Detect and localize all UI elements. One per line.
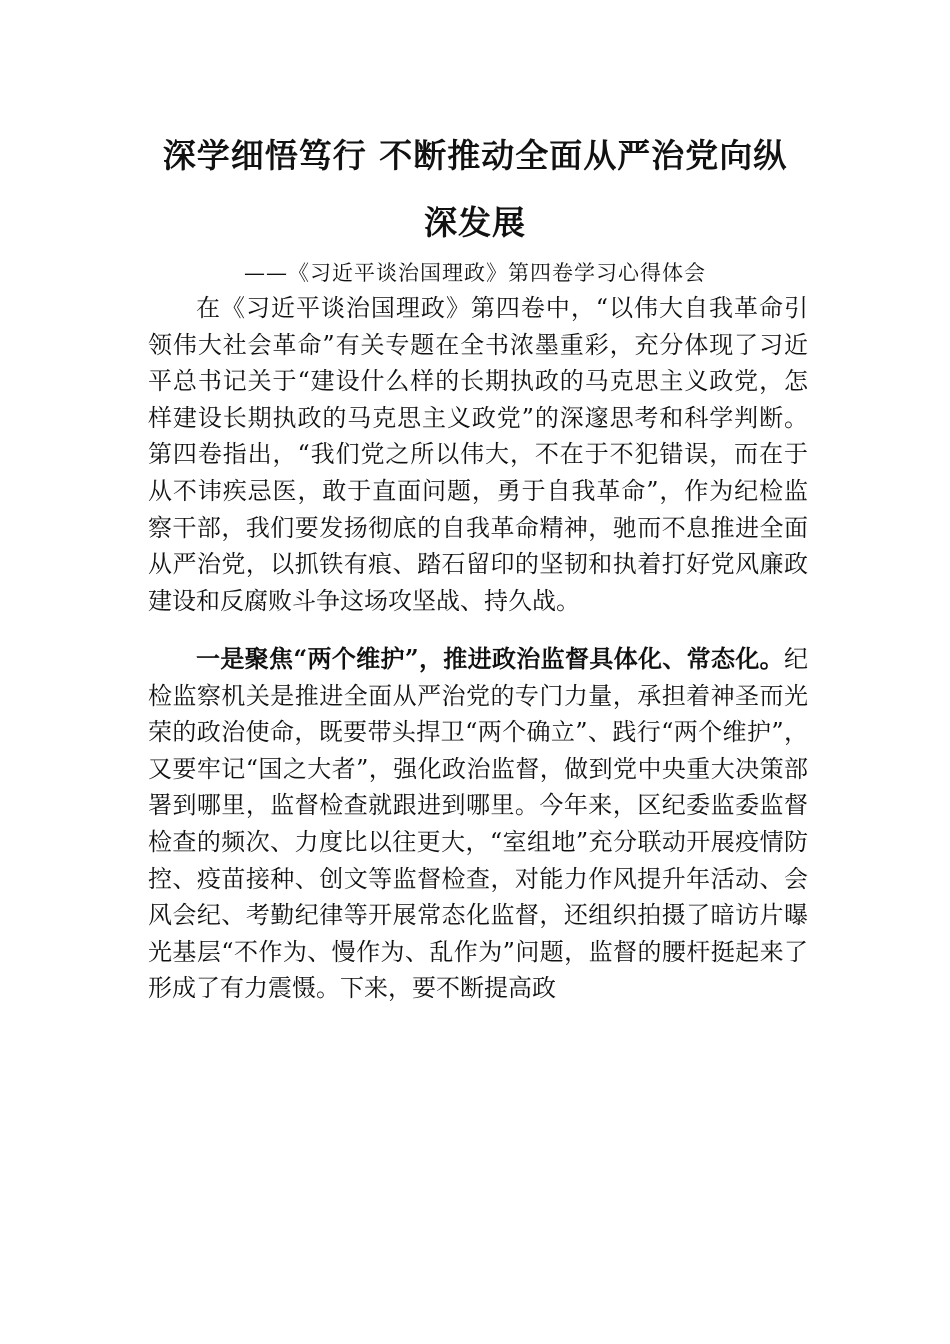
document-subtitle: ——《习近平谈治国理政》第四卷学习心得体会 [244,261,706,285]
document-title-line-1: 深学细悟笃行 不断推动全面从严治党向纵 [162,136,788,175]
paragraph-2 [148,641,808,1007]
document-title-line-2: 深发展 [424,203,526,242]
paragraph-1 [148,290,808,619]
paragraph-1-text: 在《习近平谈治国理政》第四卷中，“以伟大自我革命引领伟大社会革命”有关专题在全书浓墨重彩，充分体现了习近平总书记关于“建设什么样的长期执政的马克思主义政党，怎样建设长期执政的马克思主义政党”的深邃思考和科学判断。第四卷指出，“我们党之所以伟大，不在于不犯错误，而在于从不讳疾忌医，敢于直面问题，勇于自我革命”，作为纪检监察干部，我们要发扬彻底的自我革命精神，驰而不息推进全面从严治党，以抓铁有痕、踏石留印的坚韧和执着打好党风廉政建设和反腐败斗争这场攻坚战、持久战。 [148,294,808,615]
paragraph-2-lead: 一是聚焦“两个维护”，推进政治监督具体化、常态化。 [196,644,784,673]
paragraph-2-text: 纪检监察机关是推进全面从严治党的专门力量，承担着神圣而光荣的政治使命，既要带头捍卫“两个确立”、践行“两个维护”，又要牢记“国之大者”，强化政治监督，做到党中央重大决策部署到哪里，监督检查就跟进到哪里。今年来，区纪委监委监督检查的频次、力度比以往更大，“室组地”充分联动开展疫情防控、疫苗接种、创文等监督检查，对能力作风提升年活动、会风会纪、考勤纪律等开展常态化监督，还组织拍摄了暗访片曝光基层“不作为、慢作为、乱作为”问题，监督的腰杆挺起来了形成了有力震慑。下来，要不断提高政 [148,645,808,1003]
